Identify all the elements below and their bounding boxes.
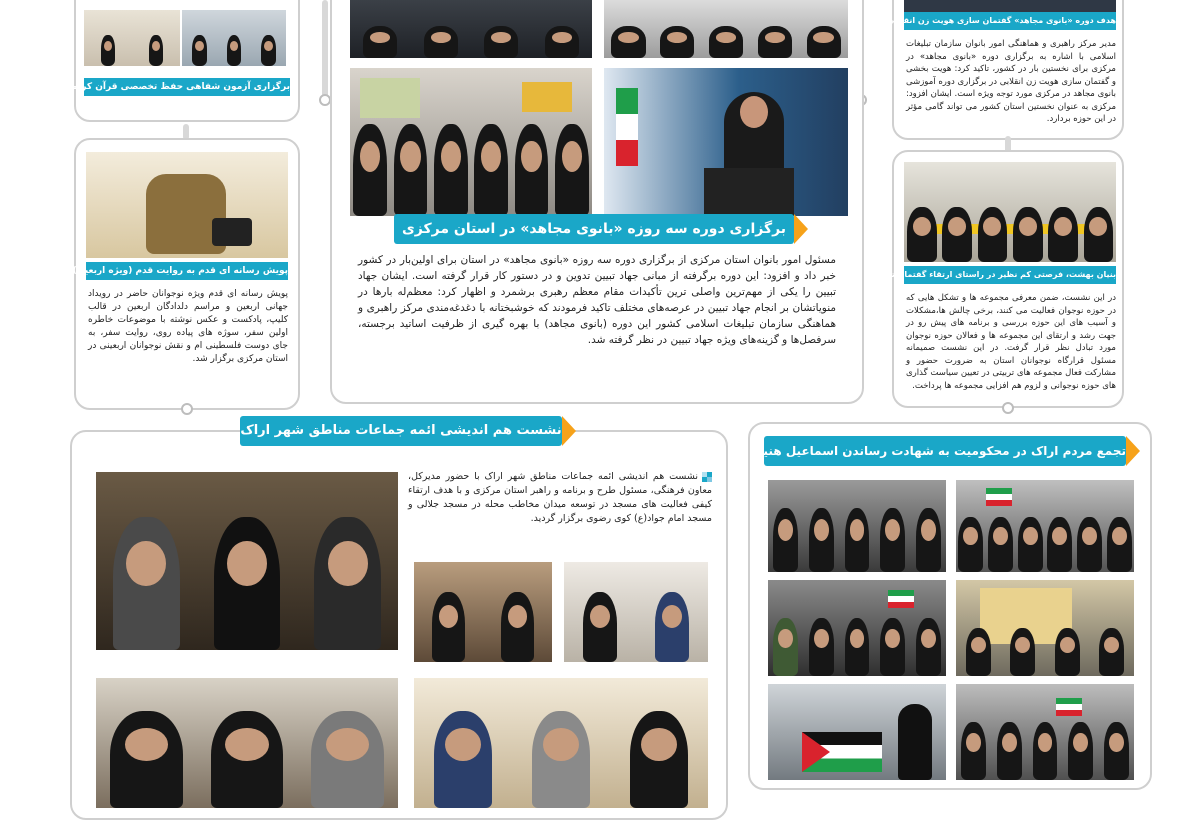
photo-protest-2 bbox=[956, 480, 1134, 572]
photo-quran-exam-2 bbox=[84, 10, 180, 66]
heading-haniyeh-protest-text: تجمع مردم اراک در محکومیت به شهادت رساندن اسماعیل هنیه bbox=[756, 444, 1126, 458]
heading-imams-meeting bbox=[240, 416, 562, 446]
flag-icon bbox=[888, 590, 914, 608]
tab-arrow-icon bbox=[794, 214, 808, 244]
iran-flag-icon bbox=[616, 88, 638, 166]
heading-imams-meeting-text: نشست هم اندیشی ائمه جماعات مناطق شهر اراک bbox=[240, 423, 562, 438]
bullet-icon bbox=[702, 472, 712, 482]
body-revolutionary-woman: مدیر مرکز راهبری و هماهنگی امور بانوان سازمان تبلیغات اسلامی با اشاره به برگزاری دوره «بانوی مجاهد» در مرکزی برای نخستین بار در کشور، تاکید کرد: هویت بخشی و گفتمان سازی هویت زن انقلابی در برگزاری دوره آموزشی بانوی مجاهد در مرکزی مورد توجه ویژه است. ایشان افزود: مرکزی به عنوان نخستین استان کشور می تواند گامی مؤثر در این حوزه بردارد. bbox=[906, 39, 1116, 124]
card-behesht-foundation bbox=[869, 150, 1124, 408]
left-dot-1 bbox=[181, 403, 193, 415]
photo-revolutionary-woman bbox=[904, 0, 1116, 12]
photo-course-1 bbox=[350, 0, 592, 58]
photo-course-speaker bbox=[604, 68, 848, 216]
speaker-woman bbox=[898, 704, 932, 780]
body-behesht-foundation: در این نشست، ضمن معرفی مجموعه ها و تشکل هایی که در حوزه نوجوان فعالیت می کنند، برخی چالش ها،مشکلات و آسیب های این حوزه بررسی و برنامه های پیش رو در جهت رشد و ارتقای این مجموعه ها و فعالان حوزه نوجوان مورد تبادل نظر قرار گرفت. در این نشست صمیمانه مسئول قرارگاه نوجوانان استان به ضرورت حضور و مشارکت فعال مجموعه های تربیتی در تعیین سیاست گذاری های حوزه نوجوانی و لزوم هم افزایی مجموعه ها پرداخت. bbox=[906, 293, 1116, 391]
card-revolutionary-woman bbox=[864, 0, 1124, 140]
center-connector-left bbox=[322, 0, 328, 100]
card-haniyeh-protest bbox=[748, 422, 1152, 790]
body-imams-meeting-text: نشست هم اندیشی ائمه جماعات مناطق شهر اراک با حضور مدیرکل، معاون فرهنگی، مسئول طرح و برنامه و راهبر استان مرکزی و با هدف ارتقاء کیفی فعالیت های مسجد در توسعه میدان مخاطب محله در مسجد جلالی و مسجد امام جواد(ع) کوی رضوی برگزار گردید. bbox=[408, 471, 712, 524]
body-arbaeen-media: پویش رسانه ای قدم ویژه نوجوانان حاضر در رویداد جهانی اربعین و مراسم دلدادگان اربعین در قالب کلیپ، پادکست و عکس نوشته با موضوعات خاطره اولین سفر، سوژه های پیاده روی، روایت سفر، به جای دوست فلسطینی ام و نقش نوجوانان اربعینی در استان مرکزی برگزار شد. bbox=[88, 289, 288, 364]
photo-protest-3 bbox=[768, 580, 946, 676]
heading-banooye-mojahed-text: برگزاری دوره سه روزه «بانوی مجاهد» در استان مرکزی bbox=[401, 221, 787, 237]
photo-imams-bottom-2 bbox=[414, 678, 708, 808]
photo-imams-small-2 bbox=[564, 562, 708, 662]
flag-icon bbox=[1056, 698, 1082, 716]
photo-protest-6 bbox=[956, 684, 1134, 780]
photo-protest-4 bbox=[956, 580, 1134, 676]
heading-haniyeh-protest bbox=[756, 436, 1126, 466]
card-imams-meeting bbox=[70, 423, 728, 820]
photo-protest-1 bbox=[768, 480, 946, 572]
photo-course-2 bbox=[604, 0, 848, 58]
photo-imams-small-1 bbox=[414, 562, 552, 662]
photo-imams-large bbox=[96, 472, 398, 650]
photo-behesht-meeting bbox=[904, 162, 1116, 262]
podium bbox=[704, 168, 794, 216]
card-banooye-mojahed bbox=[330, 0, 864, 404]
flag-icon bbox=[986, 488, 1012, 506]
body-imams-meeting bbox=[408, 470, 712, 556]
caption-arbaeen-media: پویش رسانه ای قدم به روایت قدم (ویژه اربعین) bbox=[86, 262, 288, 280]
body-banooye-mojahed: مسئول امور بانوان استان مرکزی از برگزاری دوره سه روزه «بانوی مجاهد» در استان برای اولین‌بار در کشور خبر داد و افزود: این دوره برگرفته از مبانی جهاد تبیین تدوین و در دستور کار قرار گرفته است. ایشان جهاد تبیین را یکی از مهم‌ترین واصلی ترین تأکیدات مقام معظم رهبری برشمرد و اظهار کرد: معظم‌له بارها در منویاتشان بر انجام جهاد تبیین در عرصه‌های مختلف تاکید فرمودند که خوشبختانه با دغدغه‌مندی مرکز راهبری و هماهنگی سازمان تبلیغات اسلامی کشور این دوره (بانوی مجاهد) با بهره گیری از ظرفیت اساتید برجسته، سرفصل‌ها و گزینه‌های ویژه جهاد تبیین در نظر گرفته شد. bbox=[358, 254, 836, 346]
tab-arrow-icon bbox=[562, 416, 576, 446]
caption-revolutionary-woman: هدف دوره «بانوی مجاهد» گفتمان سازی هویت زن انقلابی است bbox=[904, 12, 1116, 30]
card-quran-exam bbox=[70, 0, 300, 122]
heading-banooye-mojahed bbox=[394, 214, 794, 244]
card-arbaeen-media bbox=[74, 138, 300, 410]
right-dot-1 bbox=[1002, 402, 1014, 414]
photo-course-classroom bbox=[350, 68, 592, 216]
tab-arrow-icon bbox=[1126, 436, 1140, 466]
caption-behesht-foundation: بنیان بهشت، فرصتی کم نظیر در راستای ارتقاء گفتمان تربیتی bbox=[904, 266, 1116, 284]
caption-quran-exam: برگزاری آزمون شفاهی حفظ تخصصی قرآن کریم bbox=[84, 78, 290, 96]
photo-quran-exam-1 bbox=[182, 10, 286, 66]
photo-imams-bottom-1 bbox=[96, 678, 398, 808]
camera-icon bbox=[212, 218, 252, 246]
photo-protest-5 bbox=[768, 684, 946, 780]
photo-arbaeen-backpack bbox=[86, 152, 288, 258]
